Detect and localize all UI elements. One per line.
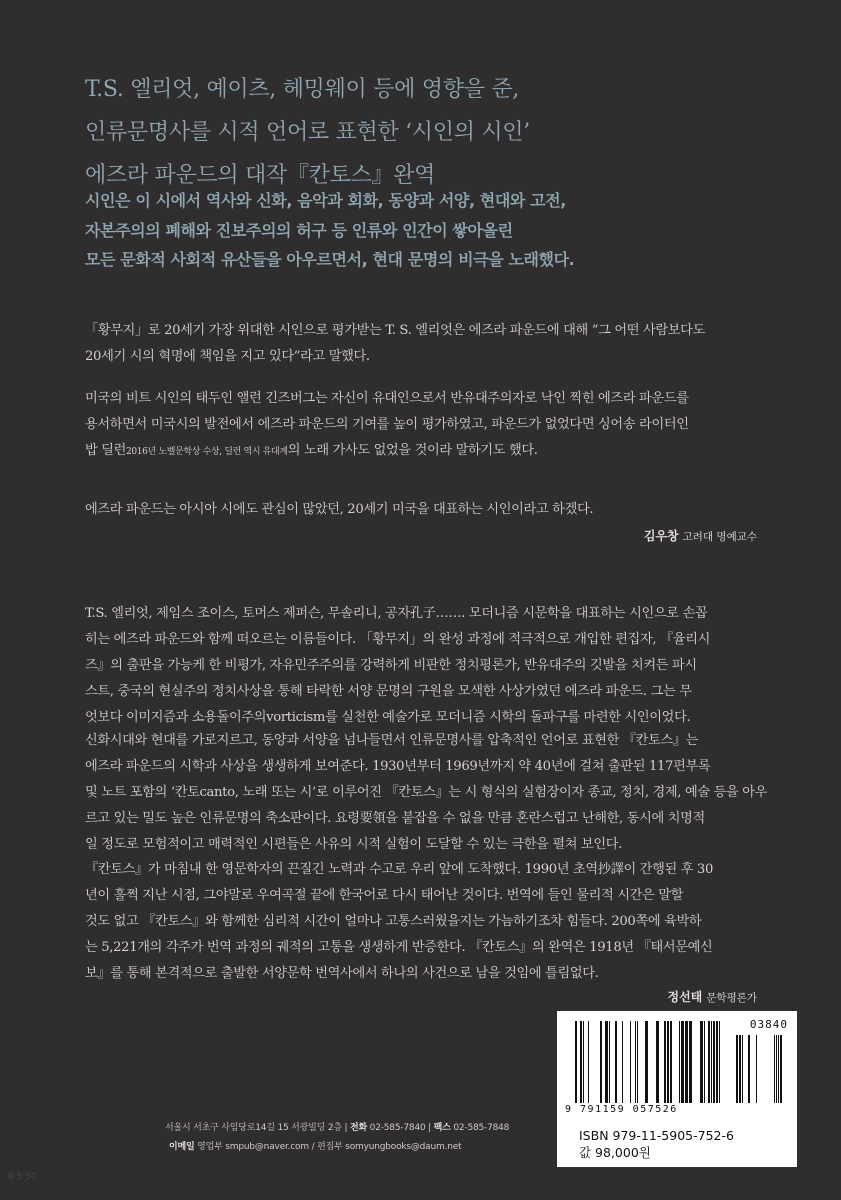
- footer-line: 이메일 영업부 smpub@naver.com / 편집부 somyungbooks@daum.net: [169, 1142, 462, 1152]
- signature-name: 김우창: [643, 529, 679, 543]
- text-line: 년이 훌쩍 지난 시점, 그야말로 우여곡절 끝에 한국어로 다시 태어난 것이다. 번역에 들인 물리적 시간은 말할: [85, 888, 684, 903]
- headline-primary-line: 인류문명사를 시적 언어로 표현한 ‘시인의 시인’: [85, 120, 530, 145]
- signature-role: 문학평론가: [706, 992, 757, 1004]
- fax: 02-585-7848: [453, 1123, 510, 1133]
- text-line: 일 정도로 모험적이고 매력적인 시편들은 사유의 시적 실험이 도달할 수 있는 극한을 펼쳐 보인다.: [85, 837, 622, 852]
- review2-para2: [85, 728, 767, 858]
- footer-line: 서울시 서초구 사임당로14길 15 서광빌딩 2층 | 전화 02-585-7840 | 팩스 02-585-7848: [165, 1123, 510, 1133]
- signature-jeong: [668, 988, 758, 1005]
- text-line: 스트, 중국의 현실주의 정치사상을 통해 타락한 서양 문명의 구원을 모색한 사상가였던 에즈라 파운드. 그는 무: [85, 684, 692, 699]
- text-fragment: 밥 딜런: [85, 443, 127, 458]
- text-fragment: 의 노래 가사도 없었을 것이라 말하기도 했다.: [287, 443, 538, 458]
- review2-para1: [85, 601, 761, 731]
- text-line: 20세기 시의 혁명에 책임을 지고 있다”라고 말했다.: [85, 349, 370, 364]
- barcode-number: 9 791159 057526: [565, 1104, 678, 1115]
- review2-para3: [85, 857, 761, 987]
- review1-para1: [85, 318, 761, 370]
- barcode-block: [557, 1011, 797, 1167]
- phone-label: 전화: [350, 1123, 367, 1133]
- email-sales: 영업부 smpub@naver.com: [197, 1142, 309, 1152]
- text-line: 르고 있는 밀도 높은 인류문명의 축소판이다. 요령要領을 붙잡을 수 없을 만큼 혼란스럽고 난해한, 동시에 치명적: [85, 811, 705, 826]
- text-line: 미국의 비트 시인의 태두인 앨런 긴즈버그는 자신이 유대인으로서 반유대주의자로 낙인 찍힌 에즈라 파운드를: [85, 391, 689, 406]
- text-line: 즈』의 출판을 가능케 한 비평가, 자유민주주의를 강력하게 비판한 정치평론가, 반유대주의 깃발을 치켜든 파시: [85, 658, 697, 673]
- headline-secondary: [85, 186, 801, 275]
- text-line: 신화시대와 현대를 가로지르고, 동양과 서양을 넘나들면서 인류문명사를 압축적인 언어로 표현한 『칸토스』는: [85, 733, 699, 748]
- headline-primary-line: T.S. 엘리엇, 예이츠, 헤밍웨이 등에 영향을 준,: [85, 77, 519, 102]
- signature-name: 정선태: [667, 990, 703, 1004]
- text-line: 에즈라 파운드는 아시아 시에도 관심이 많았던, 20세기 미국을 대표하는 시인이라고 하겠다.: [85, 502, 594, 517]
- headline-primary-line: 에즈라 파운드의 대작『칸토스』완역: [85, 163, 436, 188]
- review1-para3: [85, 497, 761, 523]
- inline-note: 2016년 노벨문학상 수상, 딜런 역시 유대계: [126, 447, 288, 457]
- address: 서울시 서초구 사임당로14길 15 서광빌딩 2층: [165, 1123, 342, 1133]
- email-label: 이메일: [169, 1142, 195, 1152]
- headline-secondary-line: 자본주의의 폐해와 진보주의의 허구 등 인류와 인간이 쌓아올린: [85, 220, 513, 240]
- text-line: 것도 없고 『칸토스』와 함께한 심리적 시간이 얼마나 고통스러웠을지는 가늠하기조차 힘들다. 200쪽에 육박하: [85, 914, 702, 929]
- publisher-footer: [165, 1119, 509, 1157]
- text-line: 보』를 통해 본격적으로 출발한 서양문학 번역사에서 하나의 사건으로 남을 것임에 틀림없다.: [85, 966, 599, 981]
- text-line: [85, 438, 761, 465]
- phone: 02-585-7840: [369, 1123, 426, 1133]
- text-line: 엇보다 이미지즘과 소용돌이주의vorticism를 실천한 예술가로 모더니즘 시학의 돌파구를 마련한 시인이었다.: [85, 710, 691, 725]
- text-line: 『칸토스』가 마침내 한 영문학자의 끈질긴 노력과 수고로 우리 앞에 도착했다. 1990년 초역抄譯이 간행된 후 30: [85, 862, 714, 877]
- signature-role: 고려대 명예교수: [682, 531, 757, 543]
- corner-mark: 0·5·50: [8, 1172, 37, 1182]
- text-line: 히는 에즈라 파운드와 함께 떠오르는 이름들이다. 「황무지」의 완성 과정에 적극적으로 개입한 편집자, 『율리시: [85, 632, 711, 647]
- isbn: ISBN 979-11-5905-752-6: [579, 1128, 734, 1143]
- review1-para2: [85, 386, 761, 465]
- headline-secondary-line: 모든 문화적 사회적 유산들을 아우르면서, 현대 문명의 비극을 노래했다.: [85, 250, 575, 269]
- text-line: 는 5,221개의 각주가 번역 과정의 궤적의 고통을 생생하게 반증한다. 『칸토스』의 완역은 1918년 『태서문예신: [85, 940, 713, 955]
- price: 값 98,000원: [579, 1145, 651, 1160]
- signature-kim: [644, 527, 757, 544]
- isbn-text: [579, 1127, 734, 1161]
- text-line: T.S. 엘리엇, 제임스 조이스, 토머스 제퍼슨, 무솔리니, 공자孔子……. 모더니즘 시문학을 대표하는 시인으로 손꼽: [85, 606, 708, 621]
- text-line: 「황무지」로 20세기 가장 위대한 시인으로 평가받는 T. S. 엘리엇은 에즈라 파운드에 대해 “그 어떤 사람보다도: [85, 323, 705, 338]
- barcode-addon: 03840: [749, 1018, 788, 1031]
- email-editorial: 편집부 somyungbooks@daum.net: [317, 1142, 462, 1152]
- fax-label: 팩스: [433, 1123, 451, 1133]
- text-line: 및 노트 포함의 ‘칸토canto, 노래 또는 시’로 이루어진 『칸토스』는 시 형식의 실험장이자 종교, 정치, 경제, 예술 등을 아우: [85, 785, 767, 800]
- text-line: 에즈라 파운드의 시학과 사상을 생생하게 보여준다. 1930년부터 1969년까지 약 40년에 걸쳐 출판된 117편부록: [85, 759, 711, 774]
- headline-primary: [85, 68, 801, 197]
- text-line: 용서하면서 미국시의 발전에서 에즈라 파운드의 기여를 높이 평가하였고, 파운드가 없었다면 싱어송 라이터인: [85, 417, 689, 432]
- headline-secondary-line: 시인은 이 시에서 역사와 신화, 음악과 회화, 동양과 서양, 현대와 고전,: [85, 191, 566, 210]
